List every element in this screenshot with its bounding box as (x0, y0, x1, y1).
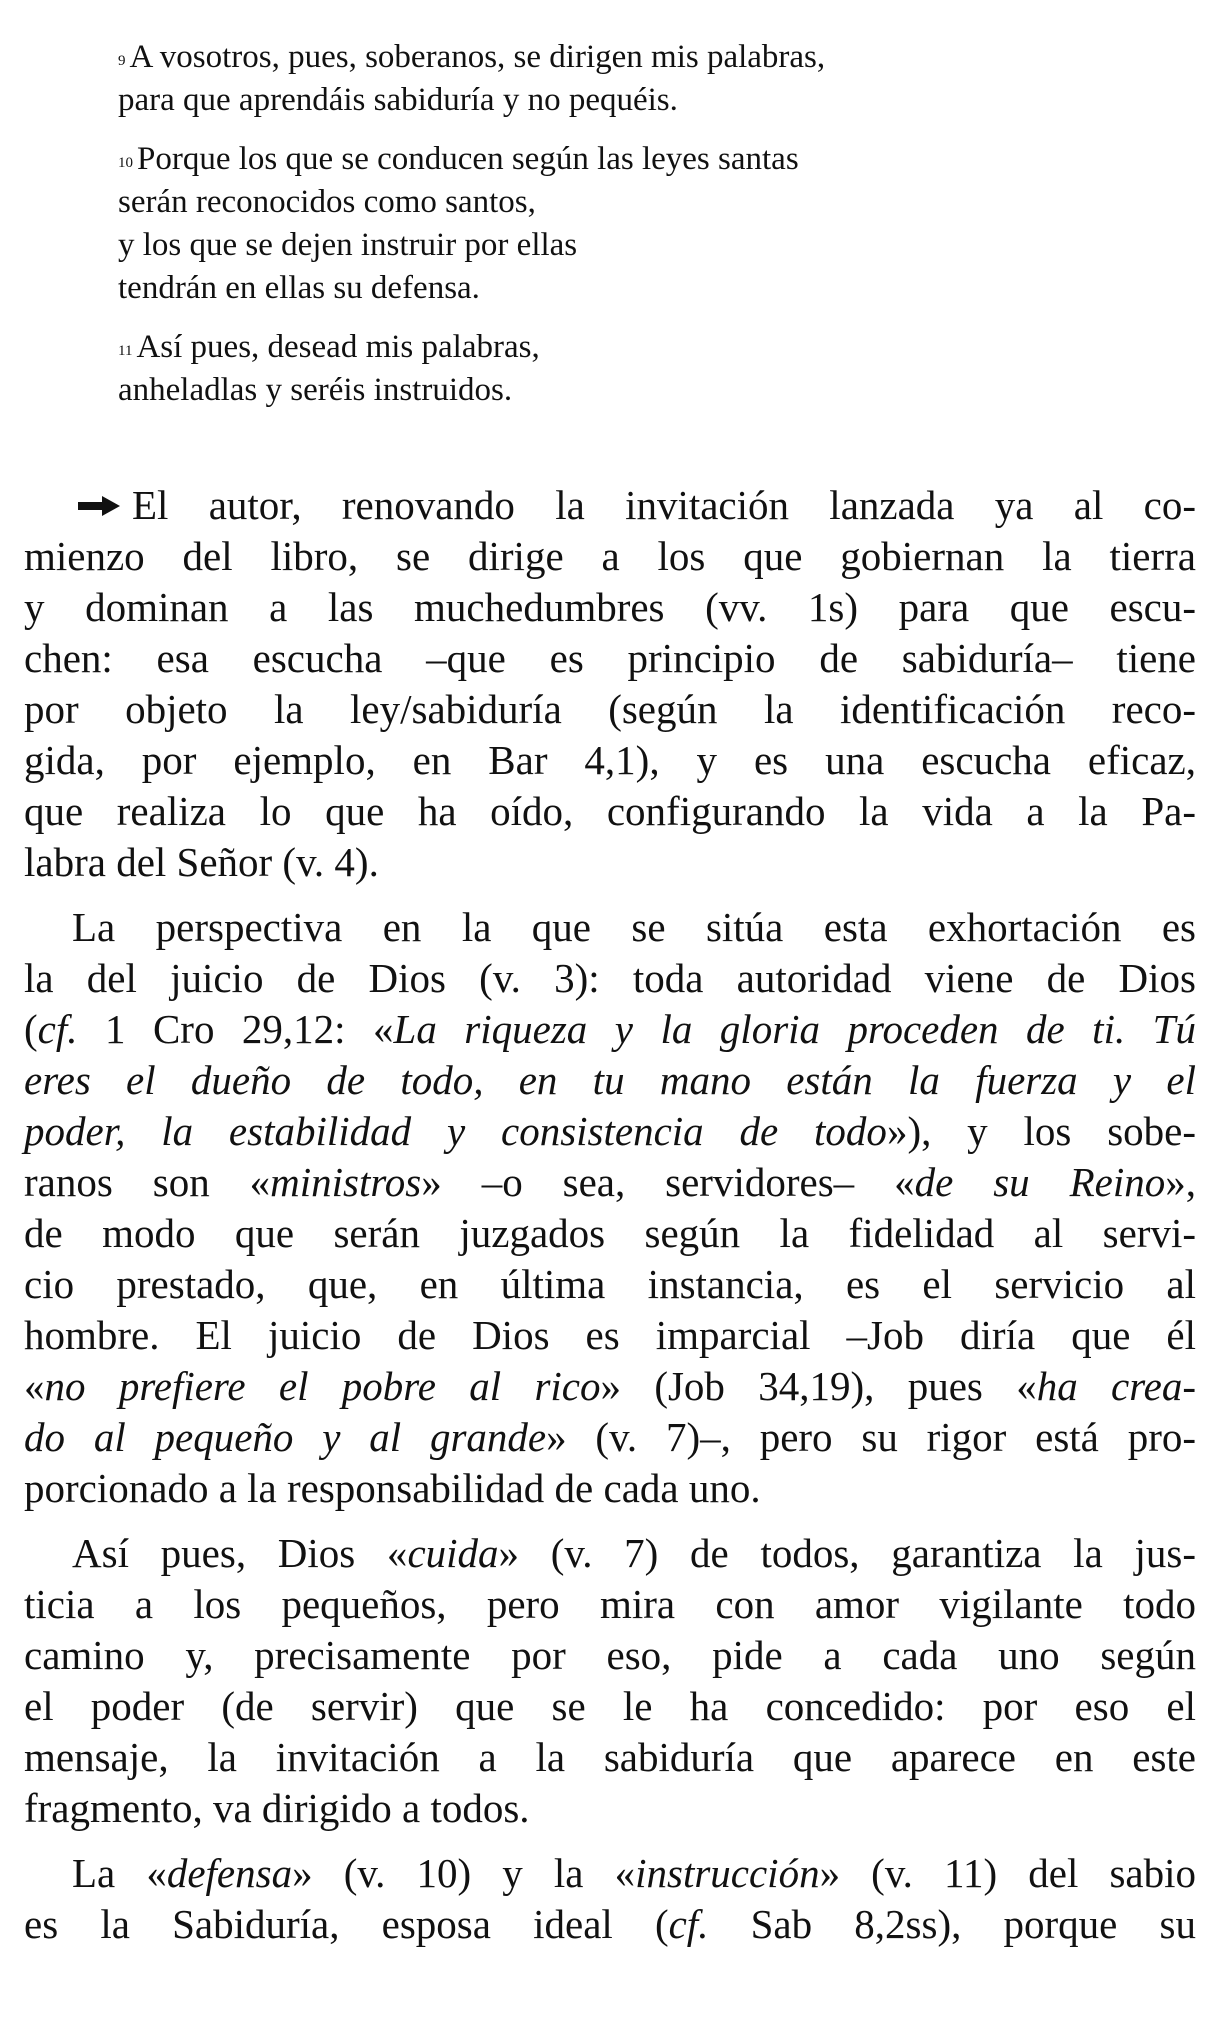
verse-text: A vosotros, pues, soberanos, se dirigen mis palabras, (129, 39, 826, 75)
text-line: cio prestado, que, en última instancia, es el servicio al (24, 1261, 1196, 1307)
italic-quote: poder, la estabilidad y consistencia de todo (24, 1108, 887, 1154)
text-run: es la Sabiduría, esposa ideal ( (24, 1901, 669, 1947)
text-line: mienzo del libro, se dirige a los que gobiernan la tierra (24, 533, 1196, 579)
italic-quote: ministros (270, 1159, 422, 1205)
text-line: gida, por ejemplo, en Bar 4,1), y es una escucha eficaz, (24, 737, 1196, 783)
text-line: el poder (de servir) que se le ha concedido: por eso el (24, 1683, 1196, 1729)
italic-abbrev: cf. (37, 1006, 78, 1052)
text-run: » (v. 11) del sabio (819, 1850, 1196, 1896)
text-line: de modo que serán juzgados según la fidelidad al servi- (24, 1210, 1196, 1256)
verse-number: 10 (118, 155, 133, 171)
verse-number: 9 (118, 53, 126, 69)
scripture-verses (118, 36, 1118, 428)
verse-line: tendrán en ellas su defensa. (118, 270, 480, 306)
verse-11 (118, 326, 1118, 412)
text-line (24, 480, 1196, 531)
commentary-paragraph-3 (24, 1528, 1196, 1834)
text-line: La perspectiva en la que se sitúa esta exhortación es (72, 904, 1196, 950)
text-line (24, 1528, 1196, 1579)
italic-quote: no prefiere el pobre al rico (44, 1363, 601, 1409)
text-run: La « (72, 1850, 167, 1896)
text-line: labra del Señor (v. 4). (24, 839, 379, 885)
verse-10 (118, 138, 1118, 310)
text-line: y dominan a las muchedumbres (vv. 1s) para que escu- (24, 584, 1196, 630)
verse-text: Porque los que se conducen según las leyes santas (137, 141, 799, 177)
verse-line: anheladlas y seréis instruidos. (118, 372, 513, 408)
text-line: porcionado a la responsabilidad de cada uno. (24, 1465, 761, 1511)
italic-quote: ha crea- (1036, 1363, 1197, 1409)
verse-line: serán reconocidos como santos, (118, 184, 536, 220)
text-run: » –o sea, servidores– « (421, 1159, 915, 1205)
text-line: hombre. El juicio de Dios es imparcial –Job diría que él (24, 1312, 1196, 1358)
italic-quote: defensa (166, 1850, 293, 1896)
commentary-paragraph-1 (24, 480, 1196, 888)
text-line: la del juicio de Dios (v. 3): toda autoridad viene de Dios (24, 955, 1196, 1001)
text-line: mensaje, la invitación a la sabiduría que aparece en este (24, 1734, 1196, 1780)
text-line (24, 1106, 1196, 1157)
verse-text: Así pues, desead mis palabras, (136, 329, 540, 365)
text-run: Así pues, Dios « (72, 1530, 408, 1576)
text-run: Sab 8,2ss), porque su (708, 1901, 1196, 1947)
text-line (24, 1157, 1196, 1208)
text-run: » (v. 7) de todos, garantiza la jus- (498, 1530, 1196, 1576)
right-arrow-icon (76, 494, 122, 518)
italic-quote: La riqueza y la gloria proceden de ti. Tú (393, 1006, 1196, 1052)
text-run: 1 Cro 29,12: « (77, 1006, 394, 1052)
text-line (24, 1899, 1196, 1950)
text-line: fragmento, va dirigido a todos. (24, 1785, 530, 1831)
italic-quote: instrucción (635, 1850, 820, 1896)
text-run: ranos son « (24, 1159, 271, 1205)
commentary (24, 480, 1196, 1964)
text-line: que realiza lo que ha oído, configurando la vida a la Pa- (24, 788, 1196, 834)
commentary-paragraph-2 (24, 902, 1196, 1514)
verse-line: para que aprendáis sabiduría y no pequéis. (118, 82, 678, 118)
text-run: » (Job 34,19), pues « (600, 1363, 1037, 1409)
verse-line (118, 326, 1118, 369)
italic-quote: de su Reino (914, 1159, 1166, 1205)
italic-quote: cuida (407, 1530, 499, 1576)
text-line (24, 1055, 1196, 1106)
italic-quote: do al pequeño y al grande (24, 1414, 547, 1460)
commentary-paragraph-4 (24, 1848, 1196, 1950)
text-line: (cf. 1 Cro 29,12: «La riqueza y la gloria proceden de ti. Tú (24, 1006, 1196, 1052)
text-line: ticia a los pequeños, pero mira con amor vigilante todo (24, 1581, 1196, 1627)
text-line (24, 1848, 1196, 1899)
text-run: « (24, 1363, 45, 1409)
text-run: »), y los sobe- (886, 1108, 1196, 1154)
text-line: por objeto la ley/sabiduría (según la identificación reco- (24, 686, 1196, 732)
verse-9 (118, 36, 1118, 122)
text-line: camino y, precisamente por eso, pide a cada uno según (24, 1632, 1196, 1678)
italic-abbrev: cf. (668, 1901, 709, 1947)
text-run: El autor, renovando la invitación lanzada ya al co- (132, 482, 1196, 528)
text-line (24, 1412, 1196, 1463)
verse-number: 11 (118, 343, 133, 359)
text-line: chen: esa escucha –que es principio de sabiduría– tiene (24, 635, 1196, 681)
verse-line (118, 36, 1118, 79)
verse-line: y los que se dejen instruir por ellas (118, 227, 578, 263)
verse-line (118, 138, 1118, 181)
text-run: » (v. 10) y la « (292, 1850, 636, 1896)
text-run: » (v. 7)–, pero su rigor está pro- (546, 1414, 1197, 1460)
text-line (24, 1361, 1196, 1412)
text-run: », (1165, 1159, 1196, 1205)
italic-quote: eres el dueño de todo, en tu mano están la fuerza y el (24, 1057, 1196, 1103)
